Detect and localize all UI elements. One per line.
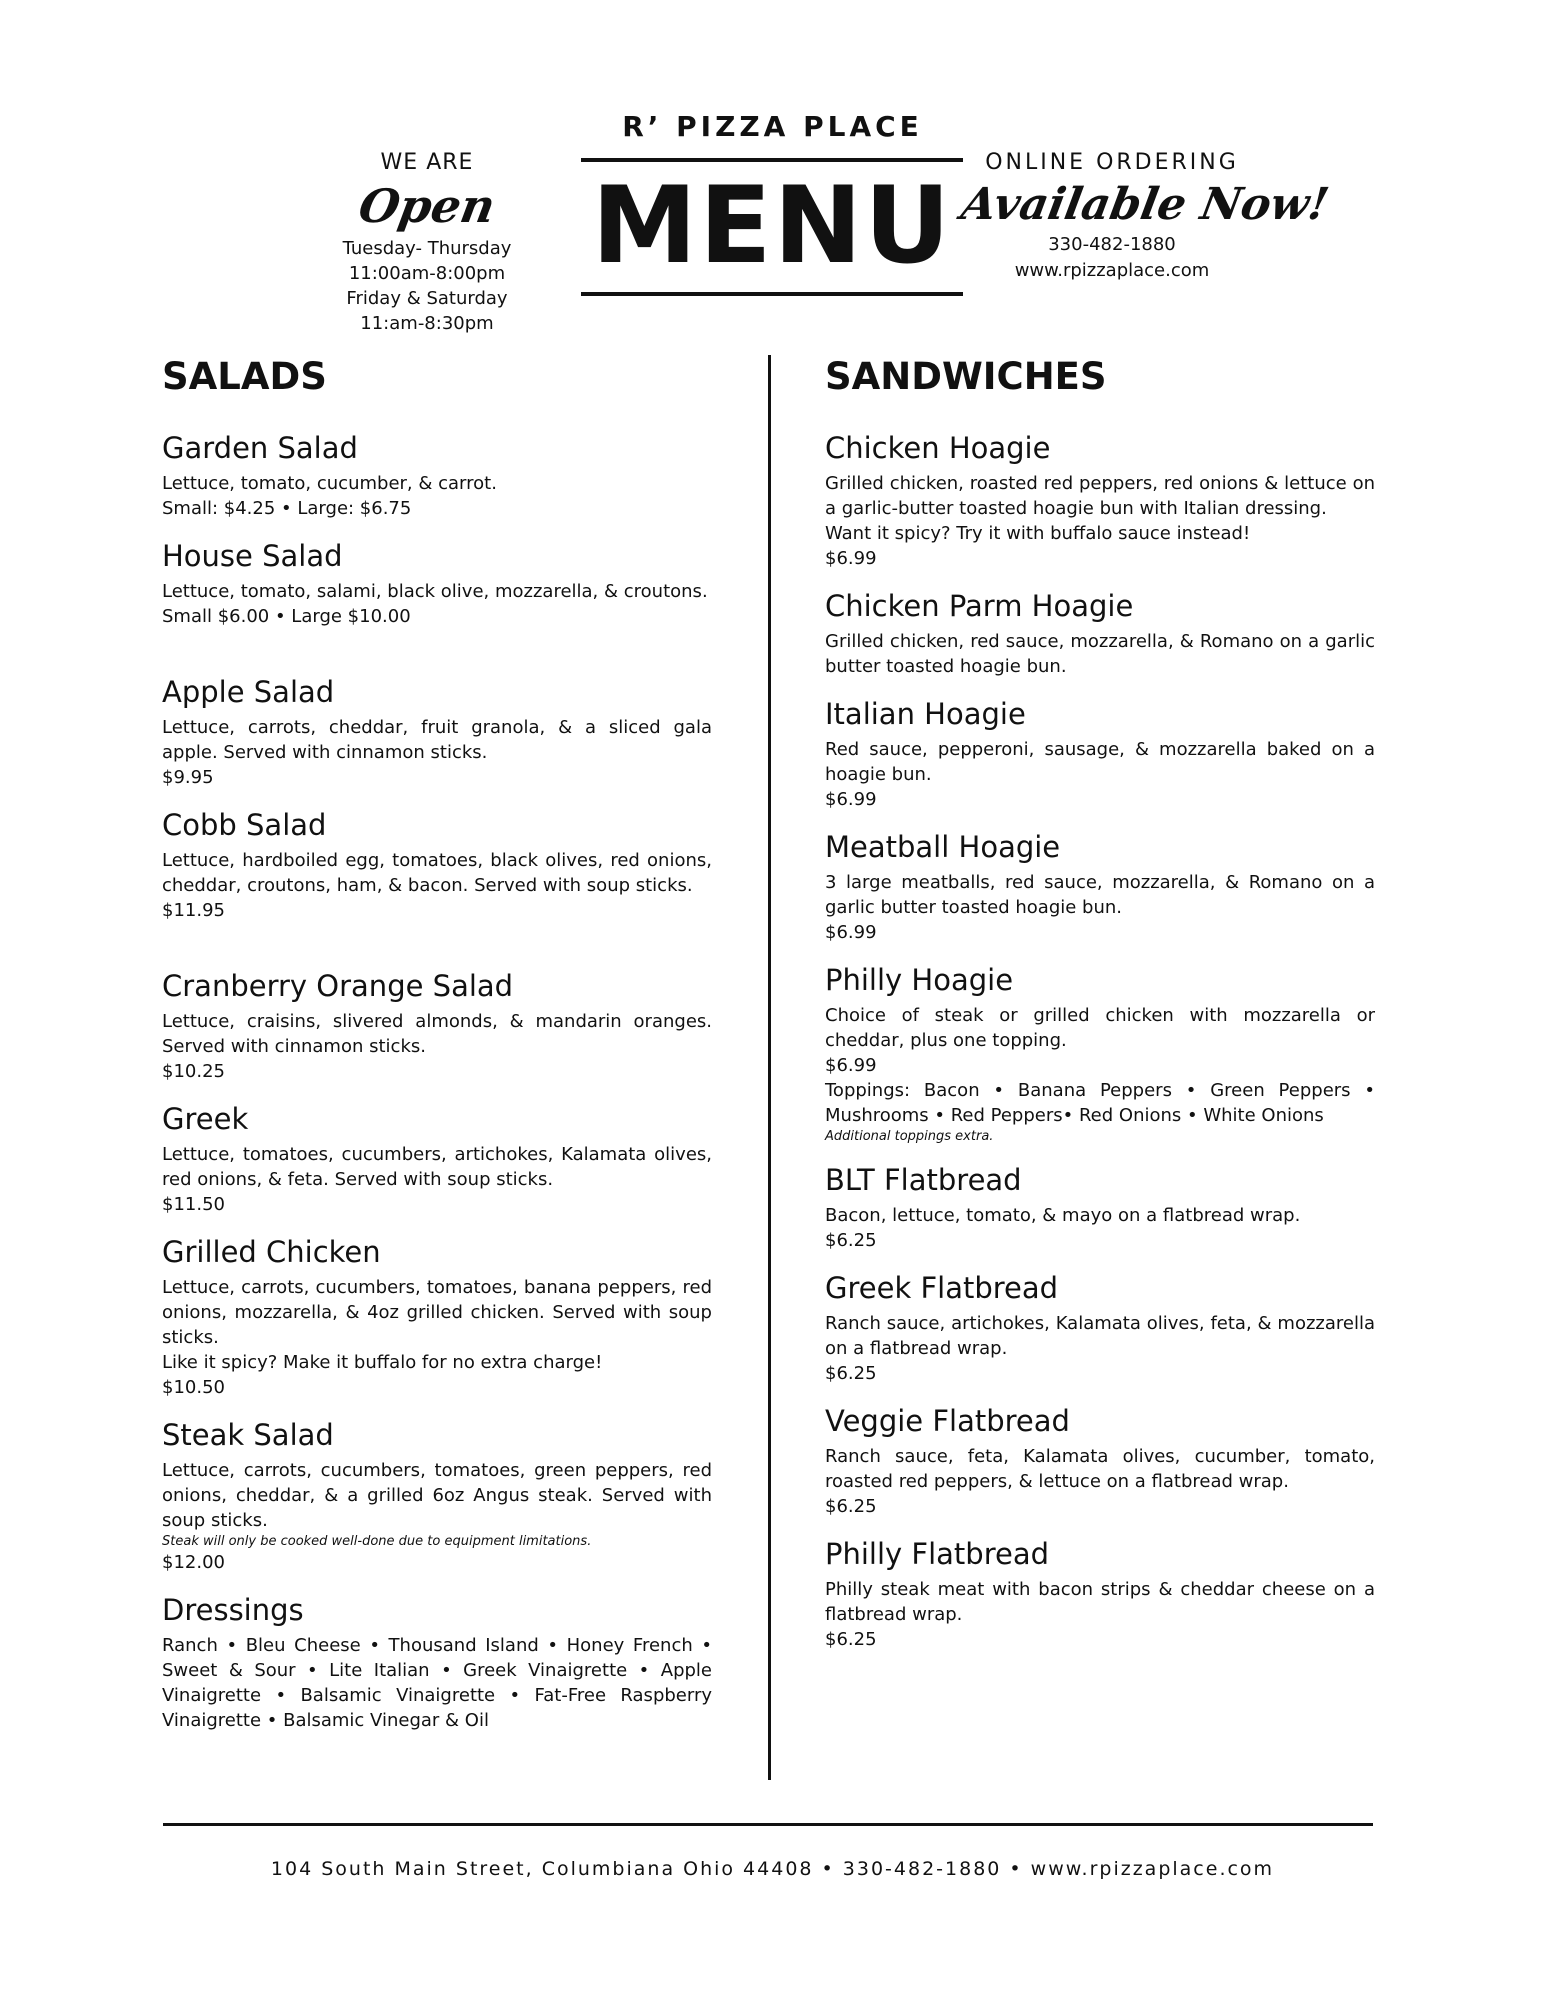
item-price: $6.99 xyxy=(825,789,877,810)
we-are-label: WE ARE xyxy=(380,150,474,175)
menu-item xyxy=(162,969,712,1084)
restaurant-name: R’ PIZZA PLACE xyxy=(622,110,923,143)
item-description: Lettuce, tomato, salami, black olive, mozzarella, & croutons. xyxy=(162,581,708,602)
item-description: Lettuce, tomatoes, cucumbers, artichokes, Kalamata olives, red onions, & feta. Served with soup sticks. xyxy=(162,1144,712,1190)
menu-item xyxy=(162,675,712,790)
item-description: Ranch sauce, feta, Kalamata olives, cucumber, tomato, roasted red peppers, & lettuce on a flatbread wrap. xyxy=(825,1446,1375,1492)
open-hours-block xyxy=(327,150,527,336)
menu-item xyxy=(162,1102,712,1217)
item-description: 3 large meatballs, red sauce, mozzarella, & Romano on a garlic butter toasted hoagie bun. xyxy=(825,872,1375,918)
item-price: $6.99 xyxy=(825,548,877,569)
online-ordering-label: ONLINE ORDERING xyxy=(985,150,1239,175)
item-price: $10.50 xyxy=(162,1377,225,1398)
item-price: $6.99 xyxy=(825,1055,877,1076)
menu-item xyxy=(825,431,1375,571)
item-name: Chicken Parm Hoagie xyxy=(825,589,1134,623)
menu-item xyxy=(825,697,1375,812)
item-name: Steak Salad xyxy=(162,1418,334,1452)
menu-item xyxy=(825,1163,1375,1253)
item-description: Ranch sauce, artichokes, Kalamata olives, feta, & mozzarella on a flatbread wrap. xyxy=(825,1313,1375,1359)
menu-item xyxy=(825,1271,1375,1386)
hours-line: Friday & Saturday xyxy=(346,288,508,309)
hours-line: Tuesday- Thursday xyxy=(342,238,512,259)
item-price: $9.95 xyxy=(162,767,214,788)
available-now-script: Available Now! xyxy=(957,179,1333,230)
item-extra: Like it spicy? Make it buffalo for no extra charge! xyxy=(162,1352,603,1373)
menu-item xyxy=(825,589,1375,679)
menu-item xyxy=(825,830,1375,945)
hours-line: 11:00am-8:00pm xyxy=(348,263,506,284)
item-name: Cobb Salad xyxy=(162,808,327,842)
item-name: Garden Salad xyxy=(162,431,358,465)
toppings-list: Toppings: Bacon • Banana Peppers • Green Peppers • Mushrooms • Red Peppers• Red Onions • White Onions xyxy=(825,1080,1375,1126)
item-name: Grilled Chicken xyxy=(162,1235,381,1269)
item-note: Steak will only be cooked well-done due to equipment limitations. xyxy=(162,1534,592,1549)
menu-item xyxy=(825,1537,1375,1652)
header-rule-bottom xyxy=(581,292,963,296)
menu-item xyxy=(162,808,712,923)
section-title-salads: SALADS xyxy=(162,355,327,398)
item-description: Lettuce, tomato, cucumber, & carrot. xyxy=(162,473,497,494)
footer-address: 104 South Main Street, Columbiana Ohio 44408 • 330-482-1880 • www.rpizzaplace.com xyxy=(270,1858,1275,1880)
phone-number: 330-482-1880 xyxy=(1048,234,1176,255)
item-price: Small: $4.25 • Large: $6.75 xyxy=(162,498,412,519)
menu-item xyxy=(162,431,712,521)
section-title-sandwiches: SANDWICHES xyxy=(825,355,1107,398)
dressings-list: Ranch • Bleu Cheese • Thousand Island • Honey French • Sweet & Sour • Lite Italian • Greek Vinaigrette • Apple Vinaigrette • Balsamic Vinaigrette • Fat-Free Raspberry Vinaigrette • Balsamic Vinegar & Oil xyxy=(162,1635,712,1731)
item-description: Lettuce, carrots, cucumbers, tomatoes, banana peppers, red onions, mozzarella, & 4oz grilled chicken. Served with soup sticks. xyxy=(162,1277,712,1348)
item-name: Apple Salad xyxy=(162,675,335,709)
item-name: Cranberry Orange Salad xyxy=(162,969,514,1003)
item-price: $11.95 xyxy=(162,900,225,921)
item-note: Additional toppings extra. xyxy=(825,1129,994,1144)
item-price: Small $6.00 • Large $10.00 xyxy=(162,606,411,627)
item-name: Chicken Hoagie xyxy=(825,431,1051,465)
menu-item xyxy=(825,963,1375,1145)
item-price: $6.25 xyxy=(825,1629,877,1650)
sandwiches-section xyxy=(825,355,1375,1670)
menu-item xyxy=(162,539,712,629)
salads-section xyxy=(162,355,712,1751)
item-name: Dressings xyxy=(162,1593,304,1627)
item-price: $11.50 xyxy=(162,1194,225,1215)
hours-line: 11:am-8:30pm xyxy=(360,313,494,334)
item-description: Bacon, lettuce, tomato, & mayo on a flatbread wrap. xyxy=(825,1205,1301,1226)
item-description: Lettuce, carrots, cheddar, fruit granola, & a sliced gala apple. Served with cinnamon sticks. xyxy=(162,717,712,763)
header-rule-top xyxy=(581,158,963,162)
item-price: $6.25 xyxy=(825,1496,877,1517)
item-description: Grilled chicken, roasted red peppers, red onions & lettuce on a garlic-butter toasted hoagie bun with Italian dressing. xyxy=(825,473,1375,519)
open-script: Open xyxy=(354,179,500,233)
item-description: Lettuce, craisins, slivered almonds, & mandarin oranges. Served with cinnamon sticks. xyxy=(162,1011,712,1057)
footer-rule xyxy=(163,1823,1373,1826)
item-name: House Salad xyxy=(162,539,343,573)
item-name: Veggie Flatbread xyxy=(825,1404,1070,1438)
item-price: $6.99 xyxy=(825,922,877,943)
item-name: Italian Hoagie xyxy=(825,697,1026,731)
item-price: $10.25 xyxy=(162,1061,225,1082)
item-description: Philly steak meat with bacon strips & cheddar cheese on a flatbread wrap. xyxy=(825,1579,1375,1625)
item-description: Grilled chicken, red sauce, mozzarella, & Romano on a garlic butter toasted hoagie bun. xyxy=(825,631,1375,677)
item-description: Red sauce, pepperoni, sausage, & mozzarella baked on a hoagie bun. xyxy=(825,739,1375,785)
dressings-block xyxy=(162,1593,712,1733)
item-price: $6.25 xyxy=(825,1230,877,1251)
item-description: Lettuce, carrots, cucumbers, tomatoes, green peppers, red onions, cheddar, & a grilled 6oz Angus steak. Served with soup sticks. xyxy=(162,1460,712,1531)
item-price: $12.00 xyxy=(162,1552,225,1573)
item-name: Meatball Hoagie xyxy=(825,830,1061,864)
menu-item xyxy=(162,1418,712,1575)
column-divider xyxy=(768,355,771,1780)
item-name: BLT Flatbread xyxy=(825,1163,1022,1197)
item-name: Philly Flatbread xyxy=(825,1537,1050,1571)
item-extra: Want it spicy? Try it with buffalo sauce instead! xyxy=(825,523,1251,544)
online-ordering-block xyxy=(957,150,1333,284)
website-link[interactable]: www.rpizzaplace.com xyxy=(1014,260,1210,281)
menu-item xyxy=(162,1235,712,1400)
item-price: $6.25 xyxy=(825,1363,877,1384)
menu-heading: MENU xyxy=(591,164,953,287)
item-name: Greek xyxy=(162,1102,249,1136)
hours-list xyxy=(327,236,527,336)
item-name: Greek Flatbread xyxy=(825,1271,1059,1305)
item-description: Choice of steak or grilled chicken with mozzarella or cheddar, plus one topping. xyxy=(825,1005,1375,1051)
menu-item xyxy=(825,1404,1375,1519)
item-name: Philly Hoagie xyxy=(825,963,1014,997)
item-description: Lettuce, hardboiled egg, tomatoes, black olives, red onions, cheddar, croutons, ham, & bacon. Served with soup sticks. xyxy=(162,850,712,896)
